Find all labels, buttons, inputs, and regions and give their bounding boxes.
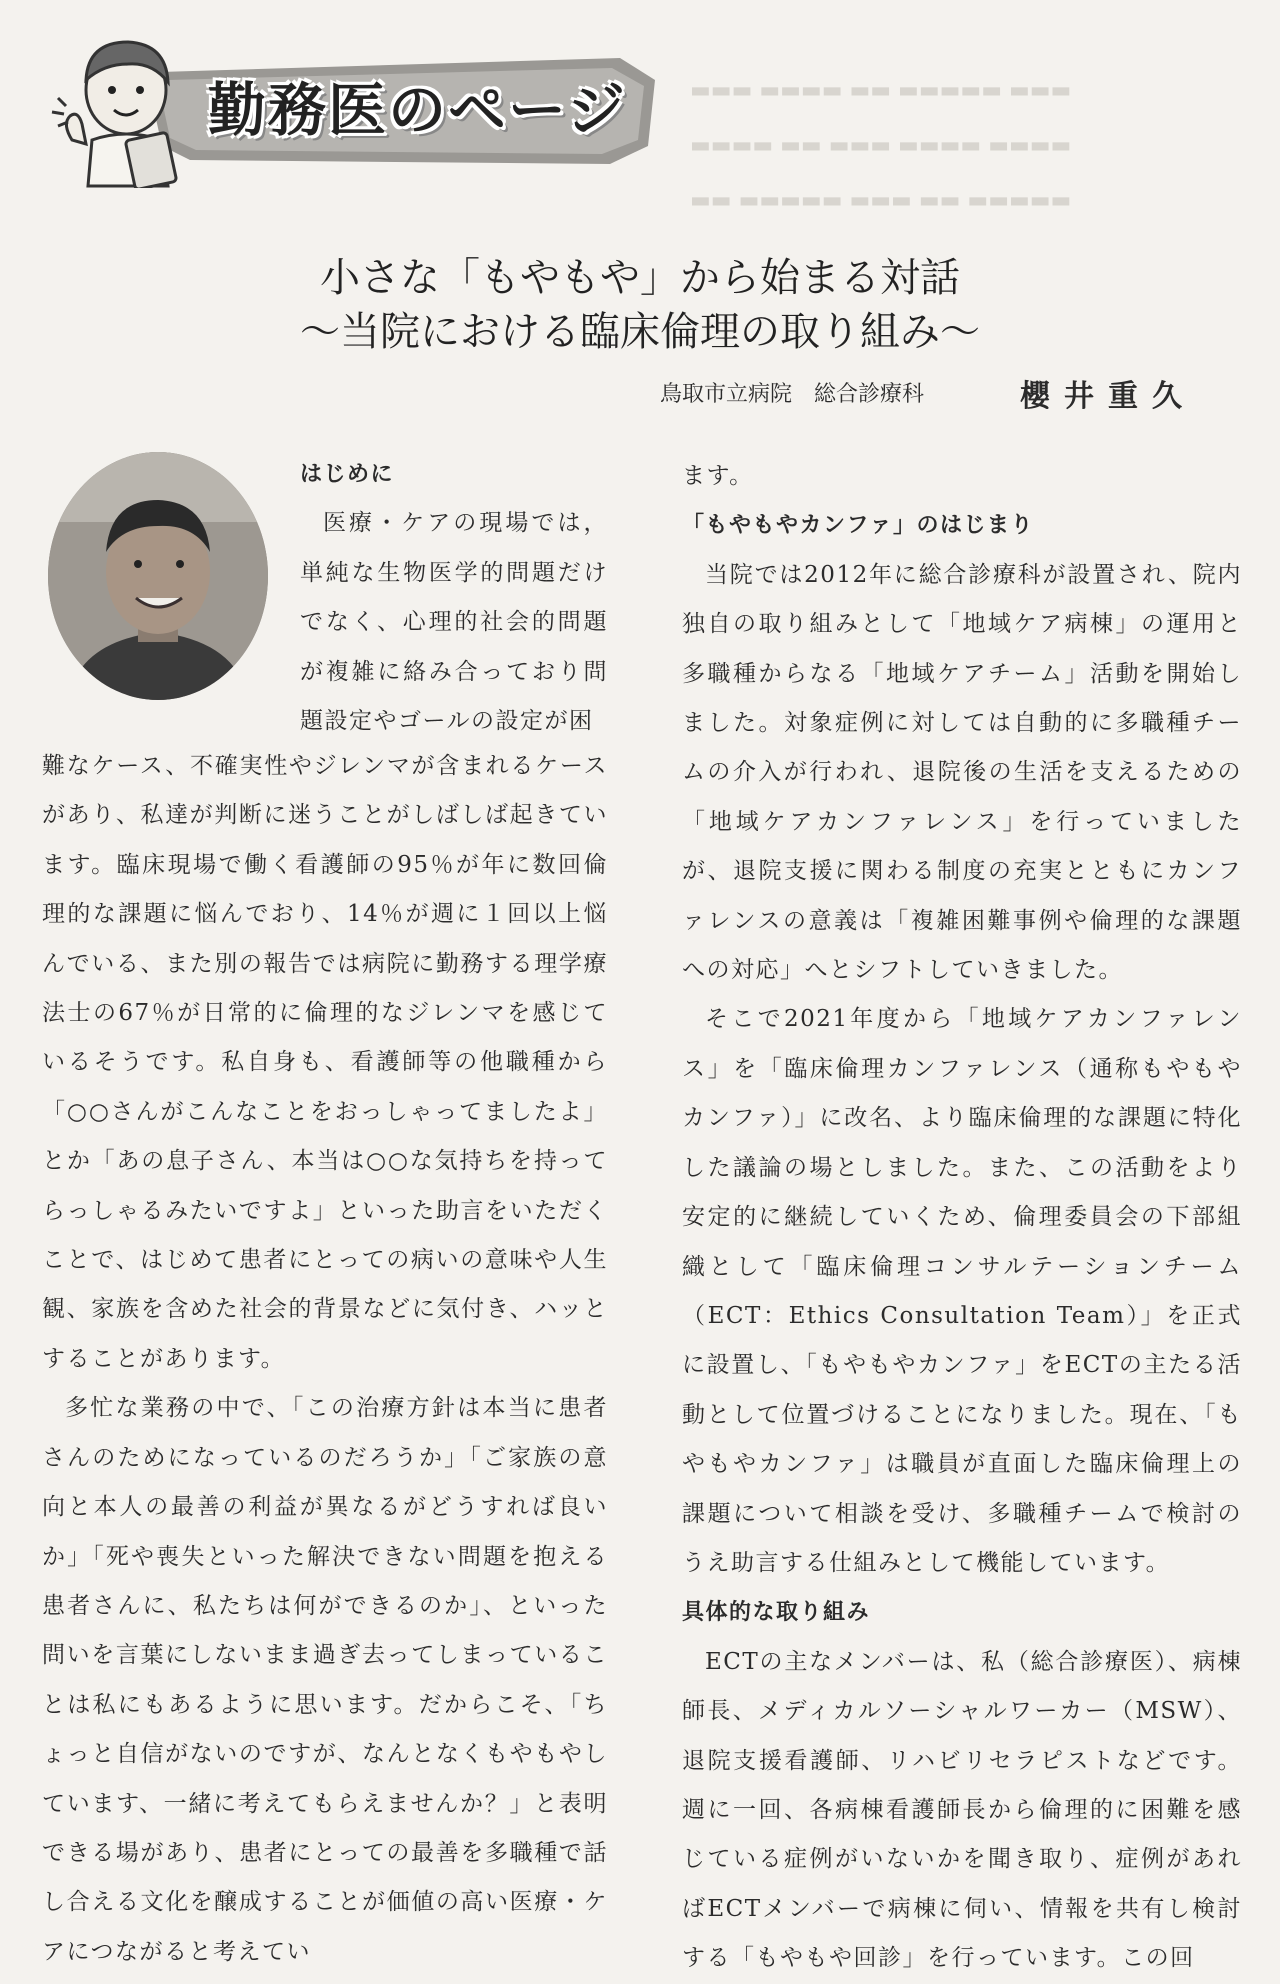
paragraph: そこで2021年度から「地域ケアカンファレンス」を「臨床倫理カンファレンス（通称もやもやカンファ）」に改名、より臨床倫理的な課題に特化した議論の場としました。また、この活動をより安定的に継続していくため、倫理委員会の下部組織として「臨床倫理コンサルテーションチーム（ECT：Ethics Consultation Team）」を正式に設置し、「もやもやカンファ」をECTの主たる活動として位置づけることになりました。現在、「もやもやカンファ」は職員が直面した臨床倫理上の課題について相談を受け、多職種チームで検討のうえ助言する仕組みとして機能しています。	[682, 1006, 1242, 1576]
section-heading-intro: はじめに	[300, 462, 395, 487]
paragraph: ECTの主なメンバーは、私（総合診療医）、病棟師長、メディカルソーシャルワーカー（MSW）、退院支援看護師、リハビリセラピストなどです。週に一回、各病棟看護師長から倫理的に困難を感じている症例がいないかを聞き取り、症例があればECTメンバーで病棟に伺い、情報を共有し検討する「もやもや回診」を行っています。この回	[682, 1648, 1242, 1972]
author-affiliation: 鳥取市立病院 総合診療科	[660, 382, 925, 407]
banner-title: 勤務医のページ	[208, 76, 627, 144]
intro-section-top	[300, 450, 608, 746]
paragraph: 多忙な業務の中で、「この治療方針は本当に患者さんのためになっているのだろうか」「ご家族の意向と本人の最善の利益が異なるがどうすれば良いか」「死や喪失といった解決できない問題を抱える患者さんに、私たちは何ができるのか」、といった問いを言葉にしないまま過ぎ去ってしまっていることは私にもあるように思います。だからこそ、「ちょっと自信がないのですが、なんとなくもやもやしています、一緒に考えてもらえませんか？」と表明できる場があり、患者にとっての最善を多職種で話し合える文化を醸成することが価値の高い医療・ケアにつながると考えてい	[42, 1395, 609, 1965]
section-heading-moyamoya: 「もやもやカンファ」のはじまり	[682, 513, 1035, 539]
article-title: 小さな「もやもや」から始まる対話	[320, 255, 960, 301]
section-heading-concrete: 具体的な取り組み	[682, 1600, 871, 1626]
section-banner	[150, 50, 660, 168]
paragraph-continuation: ます。	[682, 463, 754, 489]
paragraph: 難なケース、不確実性やジレンマが含まれるケースがあり、私達が判断に迷うことがしばしば起きています。臨床現場で働く看護師の95％が年に数回倫理的な課題に悩んでおり、14％が週に１回以上悩んでいる、また別の報告では病院に勤務する理学療法士の67％が日常的に倫理的なジレンマを感じているそうです。私自身も、看護師等の他職種から「○○さんがこんなことをおっしゃってましたよ」とか「あの息子さん、本当は○○な気持ちを持ってらっしゃるみたいですよ」といった助言をいただくことで、はじめて患者にとっての病いの意味や人生観、家族を含めた社会的背景などに気付き、ハッとすることがあります。	[42, 753, 608, 1372]
article-subtitle: ～当院における臨床倫理の取り組み～	[300, 309, 980, 355]
author-photo	[48, 452, 268, 700]
bleed-through-texture: ▬▬ ▬▬▬▬▬ ▬▬▬ ▬▬ ▬▬▬▬▬	[690, 188, 1072, 213]
doctor-mascot-illustration	[48, 28, 198, 188]
paragraph: 医療・ケアの現場では，単純な生物医学的問題だけでなく、心理的社会的問題が複雑に絡み合っており問題設定やゴールの設定が困	[300, 510, 608, 735]
author-name: 櫻井重久	[1020, 379, 1196, 414]
right-column	[682, 452, 1242, 1984]
bleed-through-texture: ▬▬▬ ▬▬▬▬ ▬▬ ▬▬▬▬▬ ▬▬▬	[690, 78, 1072, 103]
bleed-through-texture: ▬▬▬▬ ▬▬ ▬▬▬ ▬▬▬▬ ▬▬▬▬	[690, 133, 1072, 158]
paragraph: 当院では2012年に総合診療科が設置され、院内独自の取り組みとして「地域ケア病棟」の運用と多職種からなる「地域ケアチーム」活動を開始しました。対象症例に対しては自動的に多職種チームの介入が行われ、退院後の生活を支えるための「地域ケアカンファレンス」を行っていましたが、退院支援に関わる制度の充実とともにカンファレンスの意義は「複雑困難事例や倫理的な課題への対応」へとシフトしていきました。	[682, 561, 1242, 984]
intro-section	[42, 742, 608, 1977]
